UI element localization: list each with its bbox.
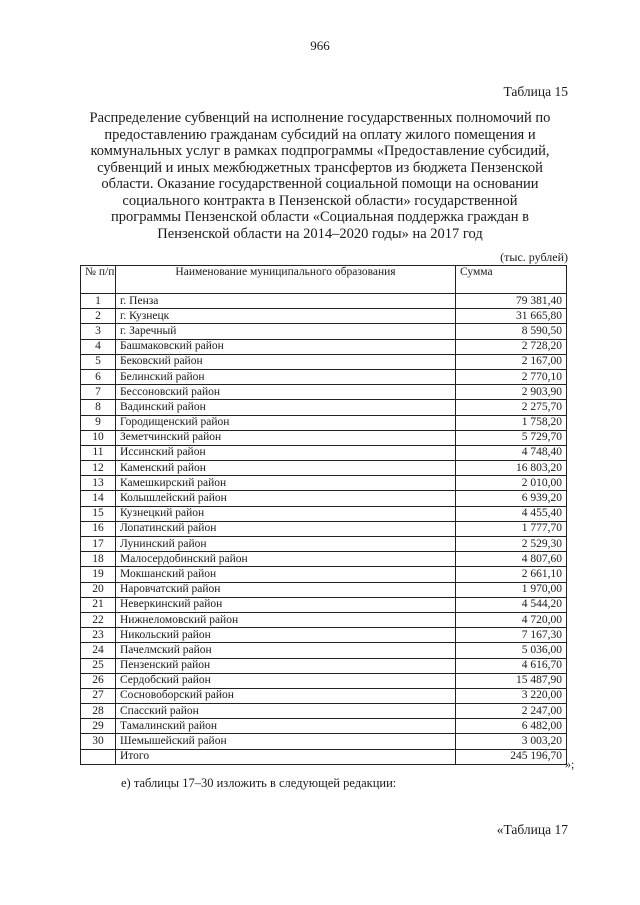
row-num: 9 (81, 415, 116, 430)
row-num: 12 (81, 461, 116, 476)
row-sum: 2 903,90 (456, 385, 567, 400)
table-row (81, 491, 567, 506)
title-line: субвенций и иных межбюджетных трансфертов из бюджета Пензенской (97, 159, 543, 176)
row-num: 26 (81, 673, 116, 688)
header-num: № п/п (81, 266, 116, 294)
table-row (81, 643, 567, 658)
row-sum: 2 661,10 (456, 567, 567, 582)
units-note: (тыс. рублей) (500, 250, 568, 264)
row-sum: 5 729,70 (456, 430, 567, 445)
table-row (81, 537, 567, 552)
table-row (81, 339, 567, 354)
table-row (81, 567, 567, 582)
row-name: Земетчинский район (116, 430, 456, 445)
row-num: 13 (81, 476, 116, 491)
page-number: 966 (310, 38, 330, 53)
row-num: 3 (81, 324, 116, 339)
table-label: Таблица 15 (503, 84, 568, 99)
table-row (81, 612, 567, 627)
row-sum: 1 777,70 (456, 521, 567, 536)
row-sum: 4 616,70 (456, 658, 567, 673)
row-num: 23 (81, 628, 116, 643)
row-name: Мокшанский район (116, 567, 456, 582)
row-name: Колышлейский район (116, 491, 456, 506)
closing-quote-mark: »; (565, 757, 575, 771)
title-line: социального контракта в Пензенской области» государственной (122, 192, 518, 209)
title-line: предоставлению гражданам субсидий на оплату жилого помещения и (104, 126, 536, 143)
row-name: Каменский район (116, 461, 456, 476)
table-row (81, 673, 567, 688)
row-sum: 2 275,70 (456, 400, 567, 415)
row-name: Шемышейский район (116, 734, 456, 749)
row-num: 11 (81, 445, 116, 460)
row-num: 2 (81, 309, 116, 324)
row-sum: 4 720,00 (456, 612, 567, 627)
row-sum: 15 487,90 (456, 673, 567, 688)
row-sum: 5 036,00 (456, 643, 567, 658)
table-row (81, 461, 567, 476)
row-sum: 3 220,00 (456, 688, 567, 703)
table-row (81, 324, 567, 339)
row-num: 7 (81, 385, 116, 400)
row-name: Бековский район (116, 354, 456, 369)
row-name: Бессоновский район (116, 385, 456, 400)
row-sum: 2 770,10 (456, 369, 567, 384)
row-num: 28 (81, 704, 116, 719)
row-name: Тамалинский район (116, 719, 456, 734)
row-sum: 245 196,70 (456, 749, 567, 764)
table-row (81, 719, 567, 734)
row-name: Спасский район (116, 704, 456, 719)
table-row (81, 506, 567, 521)
table-title (75, 110, 565, 242)
row-sum: 2 167,00 (456, 354, 567, 369)
table-row (81, 552, 567, 567)
row-sum: 4 544,20 (456, 597, 567, 612)
row-name: Никольский район (116, 628, 456, 643)
row-name: Итого (116, 749, 456, 764)
row-sum: 2 728,20 (456, 339, 567, 354)
row-num: 21 (81, 597, 116, 612)
table-row (81, 734, 567, 749)
row-num: 22 (81, 612, 116, 627)
row-sum: 16 803,20 (456, 461, 567, 476)
table-row (81, 628, 567, 643)
table-row (81, 445, 567, 460)
row-sum: 6 482,00 (456, 719, 567, 734)
row-sum: 79 381,40 (456, 294, 567, 309)
row-name: Нижнеломовский район (116, 612, 456, 627)
header-name: Наименование муниципального образования (116, 266, 456, 294)
row-sum: 3 003,20 (456, 734, 567, 749)
row-sum: 4 748,40 (456, 445, 567, 460)
row-num: 5 (81, 354, 116, 369)
next-table-label: «Таблица 17 (496, 822, 568, 837)
row-name: Наровчатский район (116, 582, 456, 597)
row-name: Городищенский район (116, 415, 456, 430)
row-num: 25 (81, 658, 116, 673)
row-name: Неверкинский район (116, 597, 456, 612)
row-name: Сердобский район (116, 673, 456, 688)
row-num: 27 (81, 688, 116, 703)
row-num: 15 (81, 506, 116, 521)
row-num: 24 (81, 643, 116, 658)
row-name: Лунинский район (116, 537, 456, 552)
table-header-row (81, 266, 567, 294)
row-num: 16 (81, 521, 116, 536)
table-row (81, 309, 567, 324)
row-name: Белинский район (116, 369, 456, 384)
row-name: г. Пенза (116, 294, 456, 309)
row-sum: 2 247,00 (456, 704, 567, 719)
row-name: Малосердобинский район (116, 552, 456, 567)
row-num (81, 749, 116, 764)
title-line: области. Оказание государственной социальной помощи на основании (101, 176, 539, 192)
table-row (81, 597, 567, 612)
row-name: Пензенский район (116, 658, 456, 673)
row-sum: 6 939,20 (456, 491, 567, 506)
row-name: Башмаковский район (116, 339, 456, 354)
table-row (81, 658, 567, 673)
table-row (81, 415, 567, 430)
title-line: Распределение субвенций на исполнение государственных полномочий по (89, 110, 551, 126)
row-sum: 31 665,80 (456, 309, 567, 324)
instruction-text: е) таблицы 17–30 изложить в следующей редакции: (121, 776, 397, 790)
row-sum: 8 590,50 (456, 324, 567, 339)
row-name: Камешкирский район (116, 476, 456, 491)
table-row (81, 430, 567, 445)
row-num: 1 (81, 294, 116, 309)
row-sum: 4 807,60 (456, 552, 567, 567)
title-line: Пензенской области на 2014–2020 годы» на 2017 год (157, 225, 483, 242)
row-num: 8 (81, 400, 116, 415)
row-name: Иссинский район (116, 445, 456, 460)
row-num: 17 (81, 537, 116, 552)
table-row (81, 354, 567, 369)
row-num: 10 (81, 430, 116, 445)
row-name: Пачелмский район (116, 643, 456, 658)
table-row (81, 476, 567, 491)
row-sum: 2 010,00 (456, 476, 567, 491)
row-name: Вадинский район (116, 400, 456, 415)
row-name: г. Кузнецк (116, 309, 456, 324)
table-row (81, 521, 567, 536)
table-row (81, 582, 567, 597)
row-name: Лопатинский район (116, 521, 456, 536)
row-sum: 1 970,00 (456, 582, 567, 597)
row-sum: 4 455,40 (456, 506, 567, 521)
title-line: коммунальных услуг в рамках подпрограммы «Предоставление субсидий, (90, 143, 550, 159)
row-num: 29 (81, 719, 116, 734)
row-num: 14 (81, 491, 116, 506)
row-num: 20 (81, 582, 116, 597)
row-num: 30 (81, 734, 116, 749)
table-row (81, 369, 567, 384)
row-sum: 1 758,20 (456, 415, 567, 430)
row-name: Сосновоборский район (116, 688, 456, 703)
row-sum: 7 167,30 (456, 628, 567, 643)
total-row (81, 749, 567, 764)
subvention-table (80, 265, 567, 765)
table-row (81, 385, 567, 400)
row-num: 19 (81, 567, 116, 582)
table-row (81, 704, 567, 719)
table-row (81, 400, 567, 415)
row-name: Кузнецкий район (116, 506, 456, 521)
row-num: 18 (81, 552, 116, 567)
header-sum: Сумма (456, 266, 567, 294)
title-line: программы Пензенской области «Социальная поддержка граждан в (111, 209, 529, 225)
table-row (81, 294, 567, 309)
row-num: 4 (81, 339, 116, 354)
row-sum: 2 529,30 (456, 537, 567, 552)
row-name: г. Заречный (116, 324, 456, 339)
row-num: 6 (81, 369, 116, 384)
table-row (81, 688, 567, 703)
